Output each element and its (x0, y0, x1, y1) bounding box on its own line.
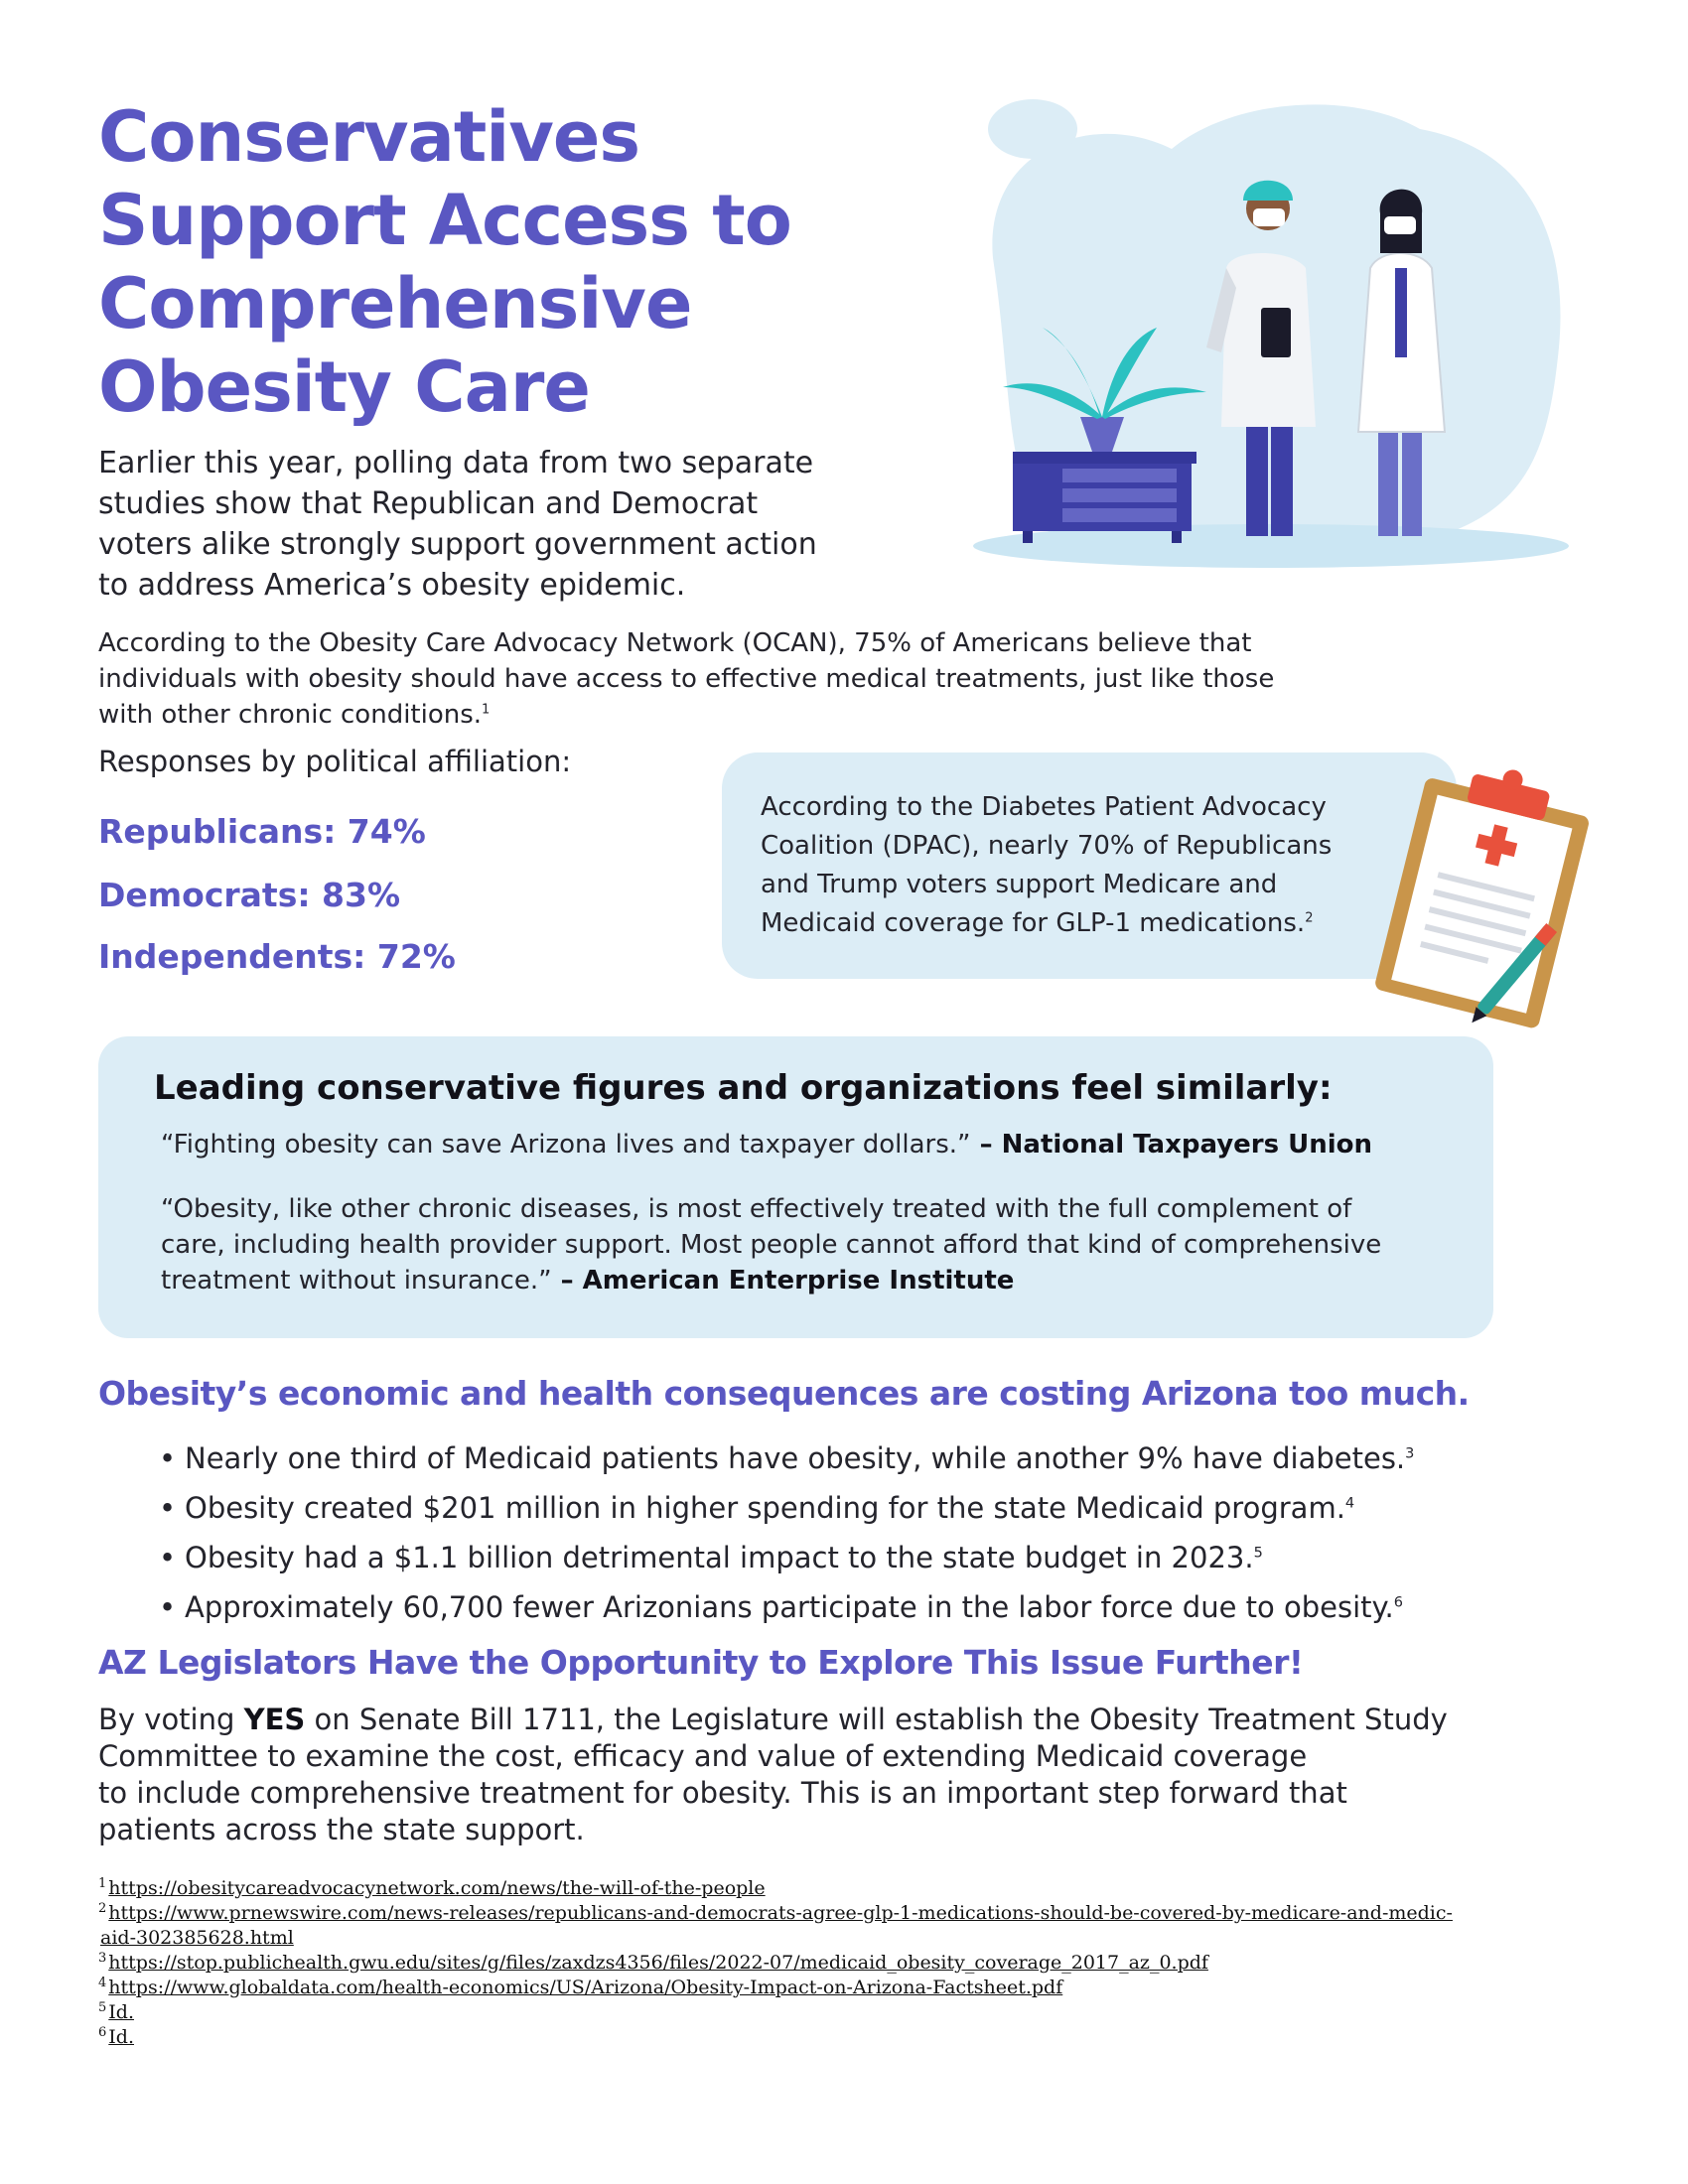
stat-republicans: Republicans: 74% (98, 812, 426, 851)
closing-paragraph (98, 1702, 1508, 1848)
footnote-link[interactable]: https://www.globaldata.com/health-economics/US/Arizona/Obesity-Impact-on-Arizona-Factsheet.pdf (108, 1977, 1063, 1998)
footnotes (98, 1876, 1538, 2050)
list-item: • Obesity had a $1.1 billion detrimental impact to the state budget in 2023.$^5$ (159, 1541, 1263, 1574)
intro-line: voters alike strongly support government action (98, 527, 817, 562)
quotes-heading: Leading conservative figures and organizations feel similarly: (154, 1068, 1333, 1108)
dpac-line: Medicaid coverage for GLP-1 medications.$^2$ (761, 908, 1314, 938)
dpac-text (761, 788, 1396, 943)
title-line: Obesity Care (98, 346, 590, 428)
quote-line: care, including health provider support. Most people cannot afford that kind of comprehensive (161, 1230, 1382, 1260)
quote-attribution: – National Taxpayers Union (970, 1130, 1373, 1160)
footnote-link[interactable]: https://obesitycareadvocacynetwork.com/news/the-will-of-the-people (108, 1877, 766, 1899)
title-line: Conservatives (98, 96, 640, 178)
quote-line: “Obesity, like other chronic diseases, is most effectively treated with the full complement of (161, 1194, 1352, 1224)
quote-text: “Fighting obesity can save Arizona lives and taxpayer dollars.” (161, 1130, 971, 1160)
yes-emphasis: YES (243, 1703, 306, 1736)
footnote-link[interactable]: aid-302385628.html (100, 1927, 294, 1949)
quote-line: treatment without insurance.” – American Enterprise Institute (161, 1266, 1015, 1296)
footnote-item: $^2$ https://www.prnewswire.com/news-releases/republicans-and-democrats-agree-glp-1-medications-should-be-covered-by-medicare-and-medic- (98, 1900, 1453, 1924)
ocan-line: individuals with obesity should have access to effective medical treatments, just like those (98, 664, 1275, 694)
responses-heading: Responses by political affiliation: (98, 745, 572, 778)
quote-aei (161, 1191, 1472, 1298)
quote-attribution: – American Enterprise Institute (551, 1266, 1015, 1296)
footnote-link[interactable]: Id. (108, 2026, 134, 2048)
closing-line: to include comprehensive treatment for obesity. This is an important step forward that (98, 1776, 1347, 1810)
dpac-line: According to the Diabetes Patient Advocacy (761, 792, 1327, 822)
economic-bullets (159, 1433, 1509, 1632)
footnote-link[interactable]: Id. (108, 2001, 134, 2023)
footnote-item: $^3$ https://stop.publichealth.gwu.edu/sites/g/files/zaxdzs4356/files/2022-07/medicaid_obesity_coverage_2017_az_0.pdf (98, 1950, 1208, 1974)
ocan-line: with other chronic conditions.$^1$ (98, 700, 491, 730)
legislators-heading: AZ Legislators Have the Opportunity to Explore This Issue Further! (98, 1643, 1304, 1682)
footnote-link[interactable]: https://www.prnewswire.com/news-releases/republicans-and-democrats-agree-glp-1-medications-should-be-covered-by-medicare-and-medic- (108, 1902, 1453, 1924)
footnote-item: $^5$ Id. (98, 1999, 134, 2023)
footnote-item (98, 1926, 1538, 1951)
footnote-item: $^6$ Id. (98, 2024, 134, 2048)
economic-heading: Obesity’s economic and health consequences are costing Arizona too much. (98, 1374, 1470, 1413)
closing-line: patients across the state support. (98, 1813, 585, 1846)
doctors-illustration (973, 89, 1589, 606)
list-item: • Obesity created $201 million in higher spending for the state Medicaid program.$^4$ (159, 1491, 1355, 1525)
clipboard-icon (1360, 754, 1609, 1032)
ocan-paragraph (98, 625, 1409, 733)
stat-democrats: Democrats: 83% (98, 876, 401, 914)
list-item: • Approximately 60,700 fewer Arizonians participate in the labor force due to obesity.$^6$ (159, 1590, 1403, 1624)
footnote-ref: 2 (1305, 910, 1314, 926)
footnote-ref: 1 (482, 702, 491, 718)
list-item: • Nearly one third of Medicaid patients have obesity, while another 9% have diabetes.$^3$ (159, 1441, 1415, 1475)
dpac-line: and Trump voters support Medicare and (761, 870, 1278, 899)
intro-line: to address America’s obesity epidemic. (98, 568, 686, 603)
quote-ntu (161, 1130, 1372, 1160)
footnote-link[interactable]: https://stop.publichealth.gwu.edu/sites/g/files/zaxdzs4356/files/2022-07/medicaid_obesity_coverage_2017_az_0.pdf (108, 1952, 1208, 1974)
footnote-item: $^1$ https://obesitycareadvocacynetwork.com/news/the-will-of-the-people (98, 1875, 766, 1899)
stat-independents: Independents: 72% (98, 937, 456, 976)
title-line: Comprehensive (98, 263, 692, 344)
intro-line: Earlier this year, polling data from two separate (98, 446, 814, 480)
footnote-item: $^4$ https://www.globaldata.com/health-economics/US/Arizona/Obesity-Impact-on-Arizona-Factsheet.pdf (98, 1975, 1063, 1998)
closing-line: By voting YES on Senate Bill 1711, the Legislature will establish the Obesity Treatment Study (98, 1703, 1448, 1736)
ocan-line: According to the Obesity Care Advocacy Network (OCAN), 75% of Americans believe that (98, 628, 1252, 658)
dpac-line: Coalition (DPAC), nearly 70% of Republicans (761, 831, 1333, 861)
closing-line: Committee to examine the cost, efficacy and value of extending Medicaid coverage (98, 1739, 1308, 1773)
intro-paragraph (98, 443, 853, 606)
intro-line: studies show that Republican and Democrat (98, 486, 759, 521)
page-title (98, 95, 853, 429)
title-line: Support Access to (98, 180, 791, 261)
